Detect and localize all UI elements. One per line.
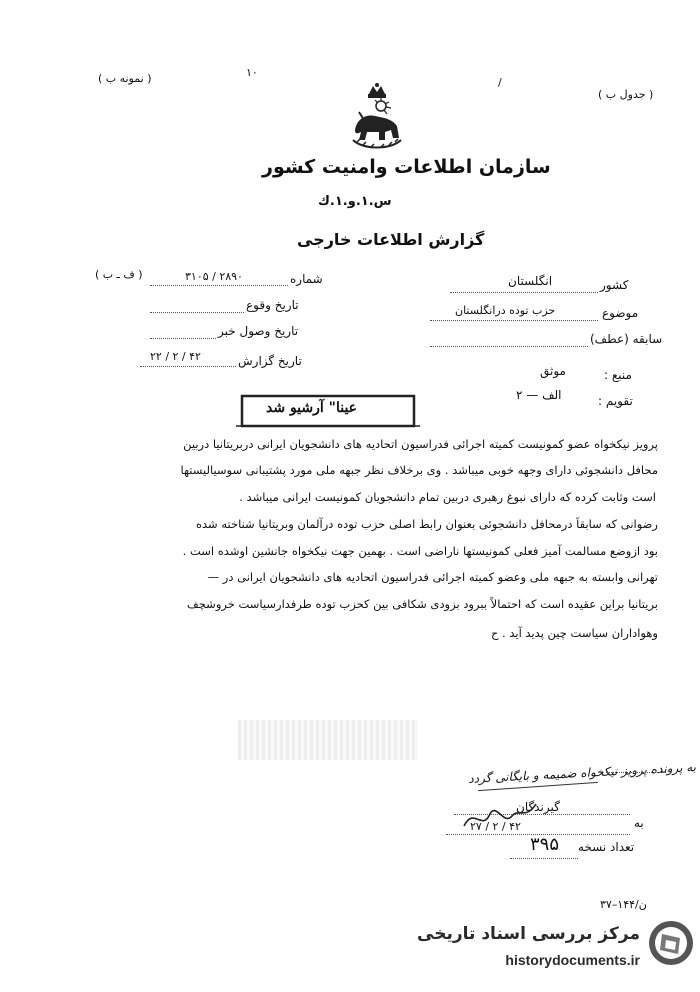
recipients-date: ۲۷ / ۲ / ۴۲ <box>470 820 521 833</box>
body-line-3: است وثابت کرده که دارای نبوغ رهبری دربین تمام دانشجویان کمونیست ایرانی میباشد . <box>239 490 656 504</box>
redacted-area <box>238 720 418 760</box>
copies-value: ۳۹۵ <box>530 834 560 855</box>
to-label: به <box>634 816 644 830</box>
form-label-left: ( نمونه ب ) <box>98 72 152 85</box>
field-source-value: موثق <box>540 364 566 378</box>
archive-logo-icon <box>648 920 694 966</box>
field-number-value: ۳۱۰۵ / ۲۸۹۰ <box>185 270 243 283</box>
watermark-url: historydocuments.ir <box>505 952 640 968</box>
recipients-label: گیرندگان <box>516 800 560 814</box>
field-subject-label: موضوع <box>602 306 639 320</box>
organization-name: سازمان اطلاعات وامنیت کشور <box>262 156 551 178</box>
body-line-2: محافل دانشجوئی دارای وجهه خوبی میباشد . وی برخلاف نظر جبهه ملی مورد پشتیبانی سوسیالیستها <box>180 463 658 477</box>
body-line-1: پرویز نیکخواه عضو کمونیست کمیته اجرائی فدراسیون اتحادیه های دانشجویان ایرانی دربریتانیا دربین <box>183 437 658 451</box>
field-number-suffix: ( ف ـ ب ) <box>95 268 143 281</box>
field-subject-value: حزب توده درانگلستان <box>455 304 556 317</box>
report-title: گزارش اطلاعات خارجی <box>297 230 485 249</box>
corner-numeral: ۱۰ <box>246 66 258 79</box>
watermark <box>417 912 694 982</box>
body-line-6: تهرانی وابسته به جبهه ملی وعضو کمیته اجرائی فدراسیون اتحادیه های دانشجویان ایرانی در — <box>207 570 658 584</box>
tick-mark: / <box>498 76 502 89</box>
archive-stamp-text: عینا" آرشیو شد <box>266 400 358 416</box>
field-rating-label: تقویم : <box>598 394 633 408</box>
body-line-4: رضوانی که سابقاً درمحافل دانشجوئی بعنوان رابط اصلی حزب توده درآلمان وبریتانیا شناخته شده <box>195 517 658 531</box>
field-number-label: شماره <box>290 272 323 286</box>
field-source-label: منبع : <box>604 368 632 382</box>
field-report-date-value: ۲۲ / ۲ / ۴۲ <box>150 350 201 363</box>
lion-and-sun-emblem-icon <box>345 82 409 152</box>
watermark-title: مرکز بررسی اسناد تاریخی <box>417 924 640 944</box>
archive-stamp <box>236 392 420 430</box>
field-report-date-label: تاریخ گزارش <box>238 354 302 368</box>
form-label-right: ( جدول ب ) <box>598 88 654 101</box>
field-occurrence-date-label: تاریخ وقوع <box>246 298 299 312</box>
form-code: ۳۷–۱۴۴/ن <box>600 898 647 911</box>
field-received-date-label: تاریخ وصول خبر <box>218 324 299 338</box>
body-line-7: بریتانیا براین عقیده است که احتمالاً ببرود بزودی شکافی بین کحزب توده طرفدارسیاست خروشچف <box>186 597 658 611</box>
field-country-value: انگلستان <box>508 274 553 288</box>
field-reference-label: سابقه (عطف) <box>590 332 663 346</box>
field-rating-value: الف — ۲ <box>516 388 562 402</box>
organization-code: س.۱.و.۱.ك <box>318 194 392 209</box>
copies-label: تعداد نسخه <box>578 840 635 854</box>
handwritten-note: به پرونده پرویز نیکخواه ضمیمه و بایگانی گردد <box>467 760 697 786</box>
body-line-8: وهواداران سیاست چین پدید آید . ح <box>490 626 658 640</box>
field-country-label: کشور <box>600 278 629 292</box>
body-line-5: بود ازوضع مسالمت آمیز فعلی کمونیستها ناراضی است . بهمین جهت نیکخواه جانشین اوشده است . <box>182 544 658 558</box>
